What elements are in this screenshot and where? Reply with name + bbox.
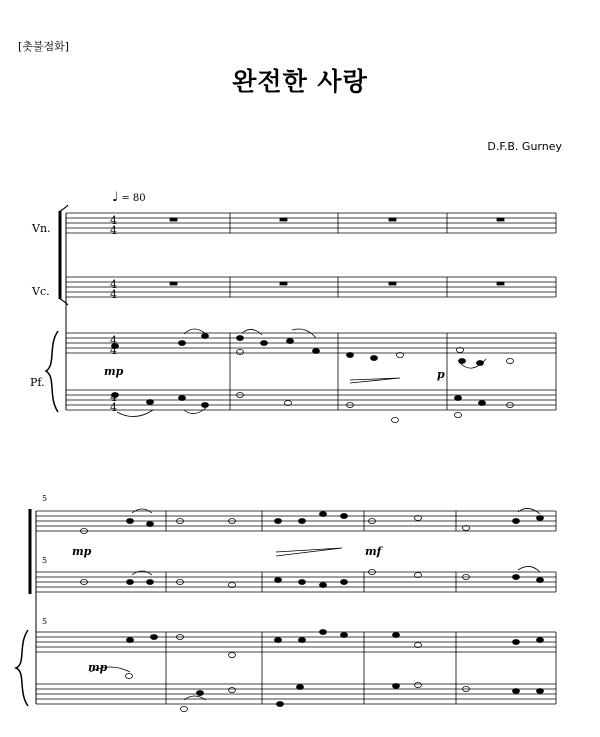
dynamic-p: p [437,368,445,381]
time-signature-top: 4 [110,391,117,404]
instrument-label-piano: Pf. [30,376,45,389]
measure-number: 5 [42,494,48,503]
time-signature-bottom: 4 [110,288,117,301]
time-signature-top: 4 [110,278,117,291]
dynamic-mp: mp [104,365,124,378]
page-title: 완전한 사랑 [232,67,368,96]
time-signature-top: 4 [110,334,117,347]
composer-credit: D.F.B. Gurney [487,140,562,153]
section-tag: [촛불점화] [18,40,70,53]
time-signature-bottom: 4 [110,224,117,237]
dynamic-mf: mf [365,545,382,558]
dynamic-mp: mp [72,545,92,558]
measure-number: 5 [42,617,48,626]
time-signature-bottom: 4 [110,401,117,414]
time-signature-top: 4 [110,214,117,227]
quarter-note-icon: ♩ [112,190,119,205]
instrument-label-violin: Vn. [32,222,51,235]
tempo-value: = 80 [121,193,146,204]
dynamic-mp: mp [88,661,108,674]
measure-number: 5 [42,556,48,565]
instrument-label-cello: Vc. [32,285,50,298]
time-signature-bottom: 4 [110,344,117,357]
